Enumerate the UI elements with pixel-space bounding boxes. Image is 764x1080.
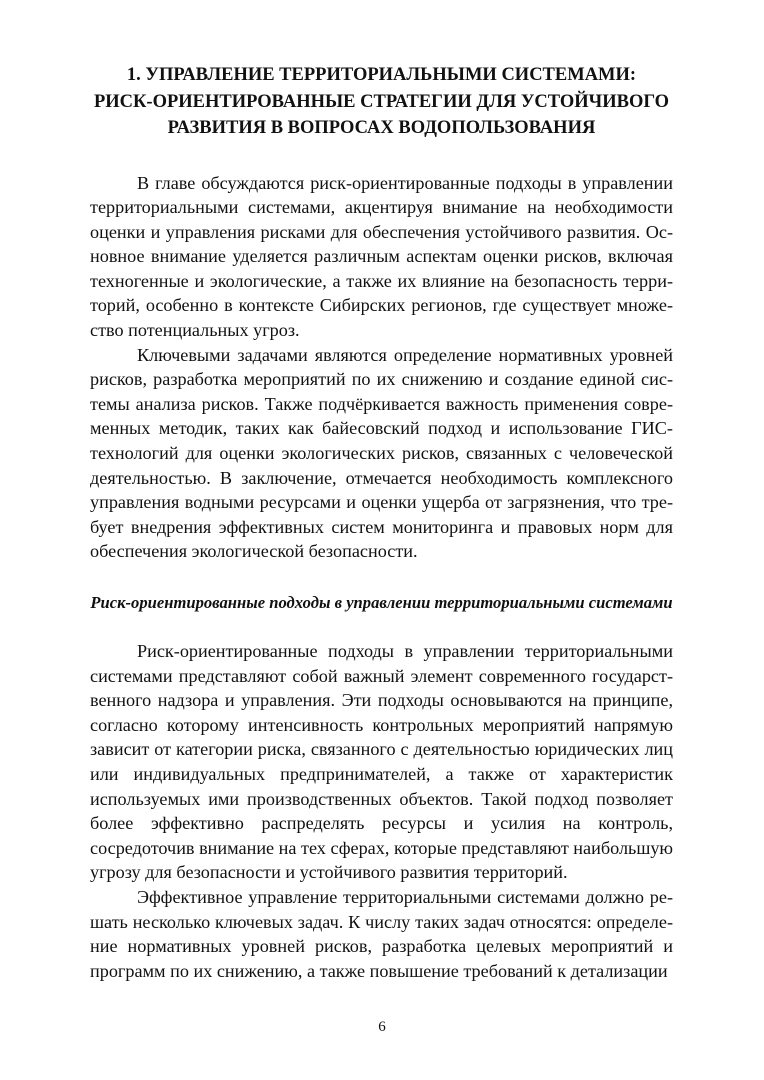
- chapter-title-line-2: РИСК-ОРИЕНТИРОВАННЫЕ СТРАТЕГИИ ДЛЯ УСТОЙЧИВОГО: [93, 91, 670, 112]
- intro-paragraph-2: Ключевыми задачами являются определение нормативных уровней рисков, разработка мероприятий по их снижению и создание единой системы анализа рисков. Также подчёркивается важность применения современных методик, таких как байесовский подход и использование ГИС-технологий для оценки экологических рисков, связанных с человеческой деятельностью. В заключение, отмечается необходимость комплексного управления водными ресурсами и оценки ущерба от загрязнения, что требует внедрения эффективных систем мониторинга и правовых норм для обеспечения экологической безопасности.: [90, 344, 673, 562]
- chapter-title: [90, 62, 673, 142]
- chapter-title-line-1: 1. УПРАВЛЕНИЕ ТЕРРИТОРИАЛЬНЫМИ СИСТЕМАМИ:: [126, 65, 637, 85]
- page-content: [90, 62, 673, 983]
- section-heading: Риск-ориентированные подходы в управлении территориальными системами: [90, 593, 673, 612]
- intro-paragraph-1: В главе обсуждаются риск-ориентированные подходы в управлении территориальными системами, акцентируя внимание на необходимости оценки и управления рисками для обеспечения устойчивого развития. Основное внимание уделяется различным аспектам оценки рисков, включая техногенные и экологические, а также их влияние на безопасность территорий, особенно в контексте Сибирских регионов, где существует множество потенциальных угроз.: [90, 172, 673, 341]
- chapter-title-line-3: РАЗВИТИЯ В ВОПРОСАХ ВОДОПОЛЬЗОВАНИЯ: [167, 118, 596, 138]
- section-paragraph-2: Эффективное управление территориальными системами должно решать несколько ключевых задач. К числу таких задач относятся: определение нормативных уровней рисков, разработка целевых мероприятий и программ по их снижению, а также повышение требований к детализации: [90, 886, 673, 981]
- page-number: 6: [378, 1019, 386, 1035]
- section-paragraph-1: Риск-ориентированные подходы в управлении территориальными системами представляют собой важный элемент современного государственного надзора и управления. Эти подходы основываются на принципе, согласно которому интенсивность контрольных мероприятий напрямую зависит от категории риска, связанного с деятельностью юридических лиц или индивидуальных предпринимателей, а также от характеристик используемых ими производственных объектов. Такой подход позволяет более эффективно распределять ресурсы и усилия на контроль, сосредоточив внимание на тех сферах, которые представляют наибольшую угрозу для безопасности и устойчивого развития территорий.: [90, 641, 674, 883]
